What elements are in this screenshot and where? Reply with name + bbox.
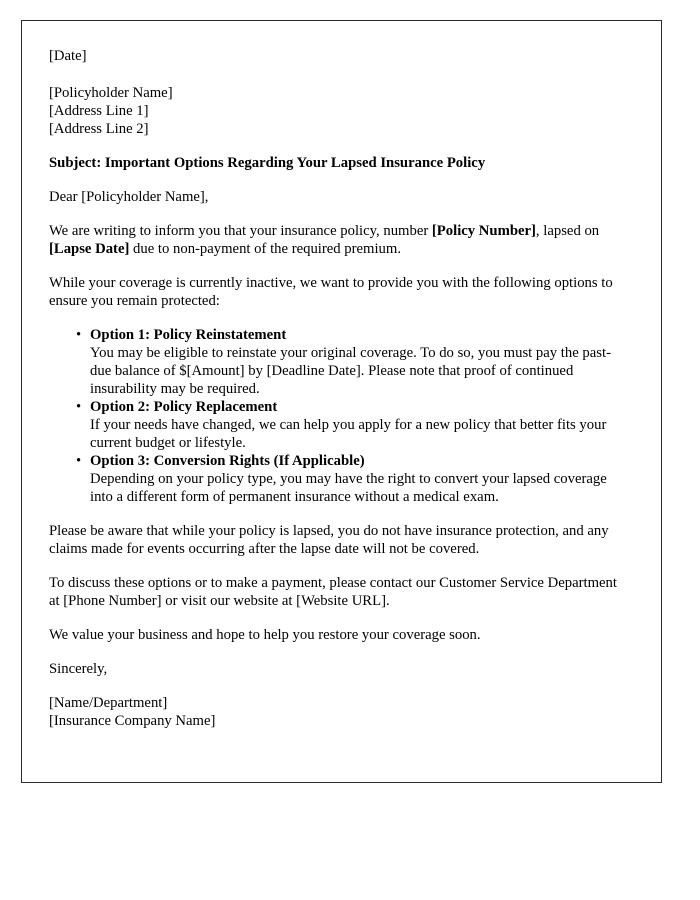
signoff: Sincerely, xyxy=(49,661,108,677)
option-body: You may be eligible to reinstate your original coverage. To do so, you must pay the past-due balance of $[Amount] by [Deadline Date]. Please note that proof of continued insurability may be required. xyxy=(90,345,611,397)
spacer xyxy=(49,644,631,660)
option-title: Option 2: Policy Replacement xyxy=(90,399,278,415)
option-body: Depending on your policy type, you may have the right to convert your lapsed coverage into a different form of permanent insurance without a medical exam. xyxy=(90,471,607,505)
intro-part-1: We are writing to inform you that your insurance policy, number xyxy=(49,223,432,239)
spacer xyxy=(49,678,631,694)
option-title: Option 1: Policy Reinstatement xyxy=(90,327,287,343)
intro-part-3: due to non-payment of the required premium. xyxy=(129,241,401,257)
paragraph-inactive-coverage: While your coverage is currently inactive, we want to provide you with the following options to ensure you remain protected: xyxy=(49,275,613,309)
recipient-address-line-1: [Address Line 1] xyxy=(49,103,149,119)
recipient-address-line-2: [Address Line 2] xyxy=(49,121,149,137)
spacer xyxy=(49,310,631,326)
lapse-date-placeholder: [Lapse Date] xyxy=(49,241,130,257)
paragraph-lapse-warning: Please be aware that while your policy is lapsed, you do not have insurance protection, and any claims made for events occurring after the lapse date will not be covered. xyxy=(49,523,609,557)
signature-name-department: [Name/Department] xyxy=(49,695,168,711)
options-list xyxy=(49,326,631,506)
paragraph-intro xyxy=(49,222,631,258)
list-item xyxy=(90,452,631,506)
recipient-address-block xyxy=(49,84,631,138)
policy-number-placeholder: [Policy Number] xyxy=(431,223,536,239)
option-title: Option 3: Conversion Rights (If Applicable) xyxy=(90,453,365,469)
intro-part-2: , lapsed on xyxy=(535,223,600,239)
spacer xyxy=(49,610,631,626)
letter-body xyxy=(22,21,661,730)
spacer xyxy=(49,138,631,154)
spacer xyxy=(49,172,631,188)
spacer xyxy=(49,65,631,84)
signature-block xyxy=(49,694,631,730)
spacer xyxy=(49,558,631,574)
subject-line: Subject: Important Options Regarding Your Lapsed Insurance Policy xyxy=(49,155,486,171)
signature-company-name: [Insurance Company Name] xyxy=(49,713,216,729)
spacer xyxy=(49,206,631,222)
list-item xyxy=(90,326,631,398)
spacer xyxy=(49,506,631,522)
list-item xyxy=(90,398,631,452)
salutation: Dear [Policyholder Name], xyxy=(49,189,209,205)
recipient-name: [Policyholder Name] xyxy=(49,85,173,101)
letter-page xyxy=(21,20,662,783)
paragraph-contact: To discuss these options or to make a payment, please contact our Customer Service Department at [Phone Number] or visit our website at [Website URL]. xyxy=(49,575,617,609)
spacer xyxy=(49,258,631,274)
date-placeholder: [Date] xyxy=(49,48,87,64)
option-body: If your needs have changed, we can help you apply for a new policy that better fits your current budget or lifestyle. xyxy=(90,417,607,451)
paragraph-closing: We value your business and hope to help you restore your coverage soon. xyxy=(49,627,481,643)
